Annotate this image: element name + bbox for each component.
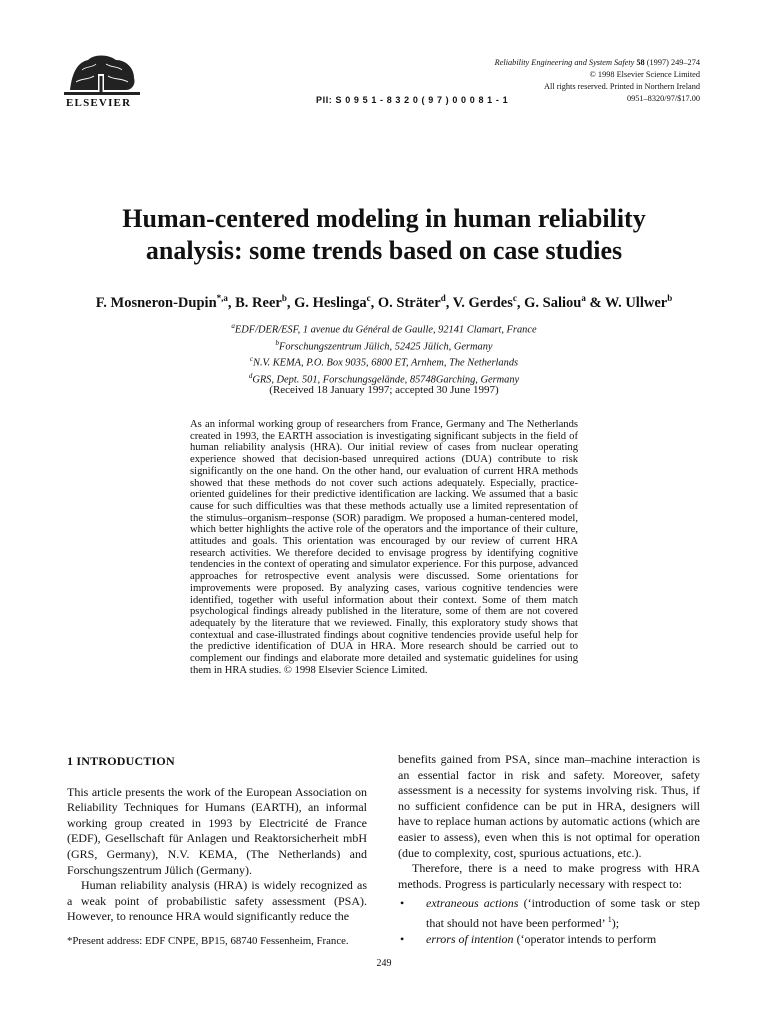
list-item: • extraneous actions (‘introduction of some task or step that should not have been performed’ $^1$); [426, 896, 700, 931]
author: O. Sträter$^d$, [377, 293, 453, 311]
affiliation: $^a$EDF/DER/ESF, 1 avenue du Général de Gaulle, 92141 Clamart, France [231, 322, 537, 336]
pii-identifier: PII: S 0 9 5 1 - 8 3 2 0 ( 9 7 ) 0 0 0 8 1 - 1 [316, 95, 509, 105]
author: V. Gerdes$^c$, [452, 293, 525, 311]
section-heading: 1 INTRODUCTION [67, 754, 175, 768]
affiliation: $^c$N.V. KEMA, P.O. Box 9035, 6800 ET, Arnhem, The Netherlands [249, 355, 519, 369]
page-number: 249 [376, 958, 392, 969]
paragraph: Therefore, there is a need to make progress with HRA methods. Progress is particularly necessary with respect to: [398, 861, 700, 891]
bullet-list [398, 896, 700, 947]
elsevier-tree-logo [64, 52, 140, 96]
journal-citation [495, 57, 700, 69]
journal-info [495, 57, 700, 105]
list-item: • errors of intention (‘operator intends to perform [426, 932, 700, 948]
paragraph: Human reliability analysis (HRA) is widely recognized as a weak point of probabilistic safety assessment (PSA). However, to renounce HRA would significantly reduce the [67, 878, 367, 924]
author: G. Heslinga$^c$, [294, 293, 378, 311]
author: G. Saliou$^a$ & [524, 293, 605, 311]
article-title [60, 203, 708, 267]
author-list [62, 293, 706, 312]
author: W. Ullwer$^b$ [604, 293, 673, 311]
body-column-left [67, 752, 367, 925]
body-column-right [398, 752, 700, 947]
publisher-name: ELSEVIER [66, 97, 132, 109]
rights-line: All rights reserved. Printed in Northern Ireland [544, 82, 700, 91]
journal-year-pages: (1997) 249–274 [646, 58, 700, 67]
title-line-1: Human-centered modeling in human reliability [122, 204, 646, 233]
paragraph: benefits gained from PSA, since man–machine interaction is an essential factor in risk and safety. Moreover, safety assessment is a necessity for systems involving risk. Thus, if no sufficient confidence can be put in HRA, designers will have to replace human actions by automatic actions (which are easier to assess), even when this is not optimal for operation (due to complexity, cost, spurious actuations, etc.). [398, 752, 700, 860]
abstract: As an informal working group of researchers from France, Germany and The Netherlands created in 1993, the EARTH association is investigating significant subjects in the field of human reliability analysis (HRA). Our initial review of cases from nuclear operating experience showed that decision-based unrequired actions (DUA) contribute to risk significantly on the one hand. On the other hand, our evaluation of current HRA methods showed that these methods do not cover such actions adequately. Especially, practice-oriented guidelines for their predictive identification are lacking. We assumed that a basic cause for such difficulties was that these methods actually use a limited representation of the stimulus–organism–response (SOR) paradigm. We proposed a human-centered model, which better highlights the active role of the operators and the importance of their culture, attitudes and goals. This orientation was encouraged by our review of current HRA research activities. We therefore decided to envisage progress by identifying cognitive tendencies in the context of operating and simulator experience. For this purpose, advanced approaches for retrospective event analysis were discussed. Some orientations for improvements were proposed. By analyzing cases, various cognitive tendencies were identified, together with useful information about their context. Some of them match psychological findings already published in the literature, some of them are not covered adequately by the literature that we reviewed. Finally, this exploratory study shows that contextual and case-illustrated findings about cognitive tendencies provide useful help for the predictive identification of DUA in HRA. More research should be carried out to complement our findings and elaborate more detailed and systematic guidelines for using them in HRA studies. © 1998 Elsevier Science Limited. [190, 419, 578, 676]
affiliation: $^d$GRS, Dept. 501, Forschungsgelände, 85748Garching, Germany [248, 372, 520, 386]
affiliations [150, 320, 618, 387]
affiliation: $^b$Forschungszentrum Jülich, 52425 Jülich, Germany [275, 338, 493, 353]
copyright-line: © 1998 Elsevier Science Limited [589, 70, 700, 79]
journal-volume: 58 [636, 58, 645, 67]
received-dates: (Received 18 January 1997; accepted 30 June 1997) [269, 384, 499, 396]
journal-name: Reliability Engineering and System Safety [494, 58, 635, 67]
title-line-2: analysis: some trends based on case studies [145, 236, 623, 265]
issn-line: 0951–8320/97/$17.00 [626, 94, 700, 103]
author: F. Mosneron-Dupin$^{*,a}$, [95, 293, 236, 311]
footnote: *Present address: EDF CNPE, BP15, 68740 Fessenheim, France. [67, 935, 349, 947]
author: B. Reer$^b$, [235, 293, 295, 311]
paragraph: This article presents the work of the European Association on Reliability Techniques for Humans (EARTH), an informal working group created in 1993 by Electricité de France (EDF), Gesellschaft für Anlagen und Reaktorsicherheit mbH (GRS, Germany), N.V. KEMA, (The Netherlands) and Forschungszentrum Jülich (Germany). [67, 784, 367, 877]
